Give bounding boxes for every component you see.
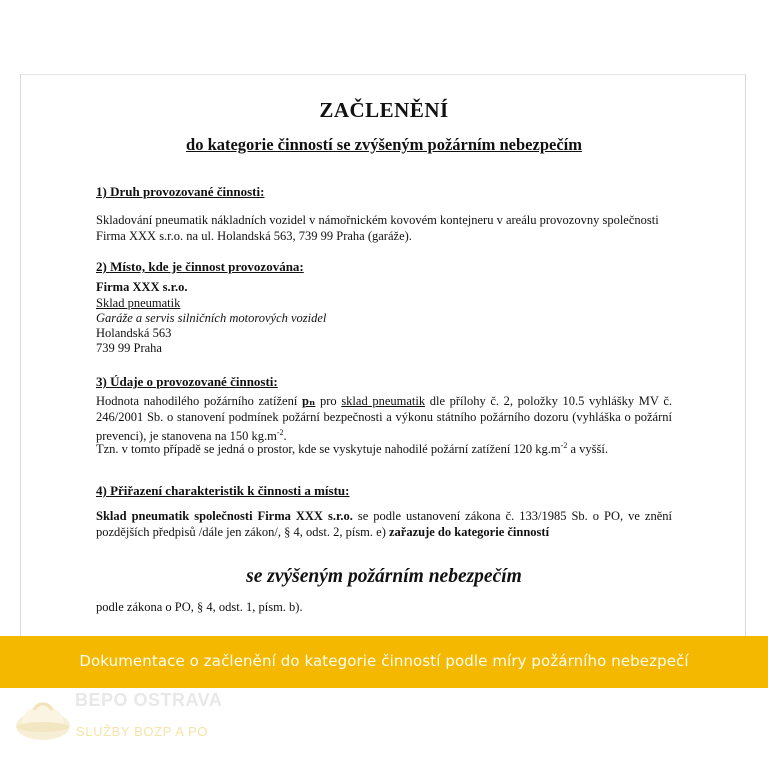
section-2-description: Garáže a servis silničních motorových vozidel (96, 311, 327, 325)
section-4-heading: 4) Přiřazení charakteristik k činnosti a místu: (96, 483, 350, 498)
section-3-text-5: Tzn. v tomto případě se jedná o prostor, kde se vyskytuje nahodilé požární zatížení 120 kg.m (96, 442, 561, 457)
section-3-text-6: a vyšší. (567, 442, 608, 457)
section-2-heading: 2) Místo, kde je činnost provozována: (96, 259, 304, 274)
section-3-text-3: dle přílohy č. 2, položky 10.5 vyhlášky MV č. 246/2001 Sb. o stanovení podmínek požární bezpečnosti a výkonu státního požárního dozoru (vyhláška o požární prevenci), je stanovena na 150 kg.m (96, 394, 672, 444)
category-emphasis: se zvýšeným požárním nebezpečím (246, 566, 522, 587)
section-4-bold-2: zařazuje do kategorie činností (389, 525, 550, 539)
section-3-sup-2: -2 (560, 441, 568, 450)
brand-name: BEPO OSTRAVA (75, 690, 223, 710)
section-4-bold-1: Sklad pneumatik společnosti Firma XXX s.r.o. (96, 509, 353, 523)
page-edge-right (745, 74, 746, 636)
section-3-p-symbol: pₙ (301, 394, 316, 408)
section-1-heading: 1) Druh provozované činnosti: (96, 184, 265, 199)
section-3-paragraph-1 (96, 393, 672, 444)
section-2-company: Firma XXX s.r.o. (96, 280, 188, 294)
brand-logo (8, 672, 258, 762)
document-subtitle: do kategorie činností se zvýšeným požárním nebezpečím (186, 135, 582, 154)
section-4-paragraph (96, 508, 672, 540)
section-3-link-text: sklad pneumatik (341, 394, 426, 408)
section-1-text: Skladování pneumatik nákladních vozidel v námořnickém kovovém kontejneru v areálu provozovny společnosti Firma XXX s.r.o. na ul. Holandská 563, 739 99 Praha (garáže). (96, 213, 659, 243)
section-3-sup-1: -2 (276, 428, 284, 437)
page-edge-top (20, 74, 745, 75)
caption-banner-text: Dokumentace o začlenění do kategorie činností podle míry požárního nebezpečí (79, 652, 689, 670)
section-2-unit: Sklad pneumatik (96, 296, 181, 310)
section-2-city: 739 99 Praha (96, 341, 162, 355)
section-3-text-4: . (283, 429, 287, 444)
section-3-paragraph-2 (96, 438, 672, 457)
section-3-heading: 3) Údaje o provozované činnosti: (96, 374, 278, 389)
section-2-street: Holandská 563 (96, 326, 172, 340)
page-edge-left (20, 74, 21, 636)
section-4-text-1: se podle ustanovení zákona č. 133/1985 Sb. o PO, ve znění pozdějších předpisů /dále jen zákon/, § 4, odst. 2, písm. e) (96, 509, 672, 539)
section-3-text-2: pro (315, 394, 342, 408)
section-3-text-1: Hodnota nahodilého požárního zatížení (96, 394, 302, 408)
helmet-icon (14, 682, 72, 746)
document-title: ZAČLENĚNÍ (319, 98, 449, 122)
brand-tagline: SLUŽBY BOZP A PO (76, 724, 208, 739)
legal-reference: podle zákona o PO, § 4, odst. 1, písm. b). (96, 600, 303, 614)
